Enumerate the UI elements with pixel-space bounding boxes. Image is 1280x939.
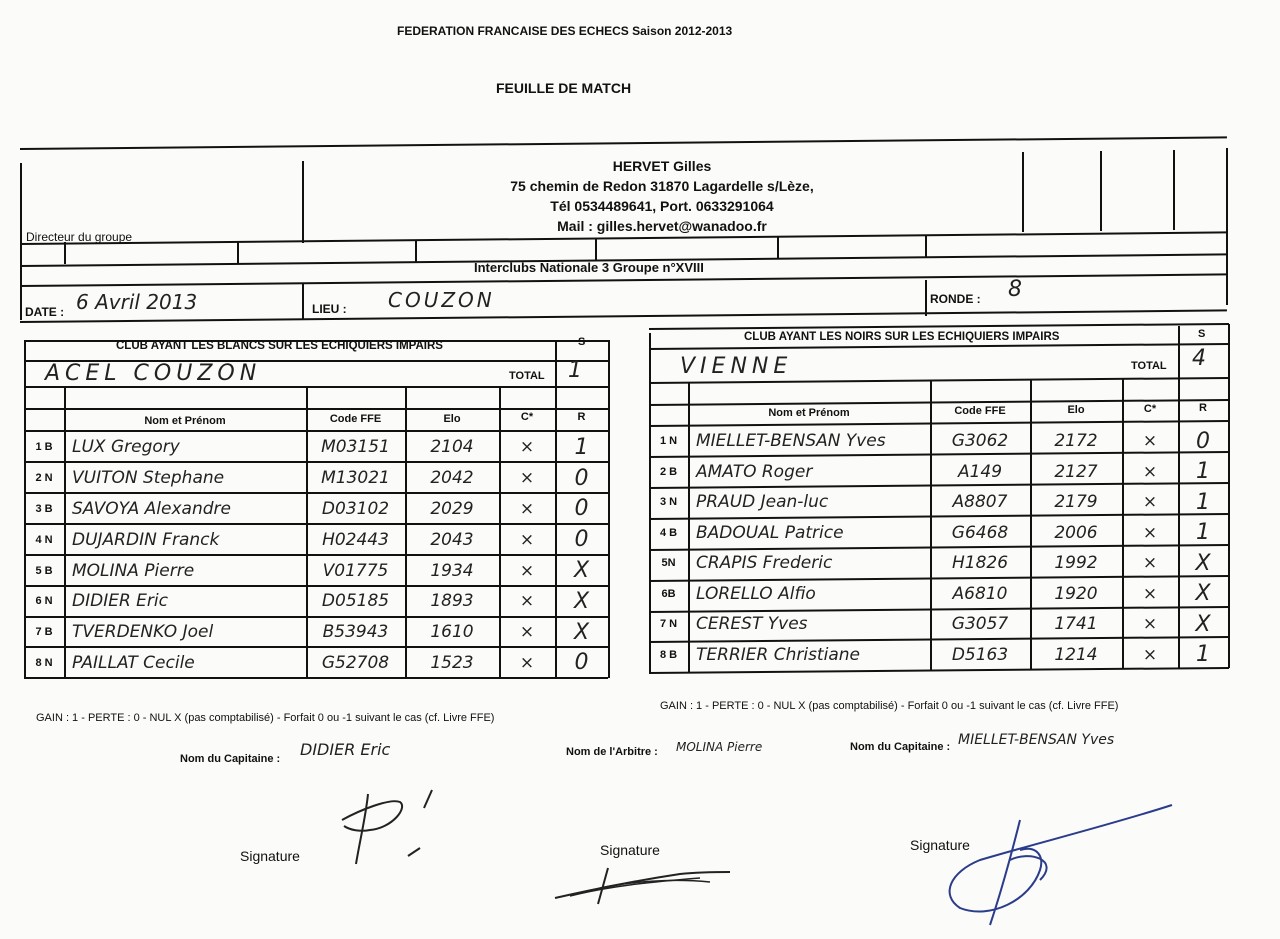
c-mark: ×	[519, 591, 535, 612]
arbiter-label: Nom de l'Arbitre :	[566, 746, 658, 758]
left-heading: CLUB AYANT LES BLANCS SUR LES ECHIQUIERS IMPAIRS	[116, 340, 443, 352]
ronde-value: 8	[1008, 277, 1022, 302]
result: 0	[574, 650, 589, 676]
c-mark: ×	[1142, 461, 1158, 482]
right-total-label: TOTAL	[1131, 360, 1167, 372]
right-col-elo: Elo	[1067, 404, 1085, 416]
ffe-code: M13021	[321, 468, 390, 489]
lieu-label: LIEU :	[312, 302, 347, 316]
player-name: CEREST Yves	[696, 614, 808, 635]
result: X	[1195, 611, 1211, 637]
left-col-elo: Elo	[443, 413, 461, 425]
date-label: DATE :	[25, 305, 65, 319]
c-mark: ×	[1142, 614, 1158, 635]
result: X	[573, 588, 590, 614]
c-mark: ×	[519, 498, 535, 519]
elo-rating: 2172	[1054, 431, 1098, 452]
c-mark: ×	[1142, 583, 1158, 604]
result: 1	[574, 434, 589, 460]
board-number: 4 N	[35, 533, 53, 546]
c-mark: ×	[519, 560, 535, 581]
left-col-name: Nom et Prénom	[144, 415, 226, 427]
right-col-name: Nom et Prénom	[768, 407, 850, 419]
board-number: 7 B	[35, 626, 53, 639]
elo-rating: 1610	[430, 622, 474, 643]
ffe-code: D05185	[321, 591, 390, 612]
board-number: 3 B	[35, 502, 53, 515]
c-mark: ×	[1142, 522, 1158, 543]
result: X	[573, 619, 590, 645]
board-number: 8 B	[659, 648, 678, 661]
c-mark: ×	[1142, 644, 1158, 665]
elo-rating: 2042	[430, 468, 474, 489]
left-club-name: ACEL COUZON	[45, 361, 262, 386]
right-club-name: VIENNE	[680, 354, 793, 379]
elo-rating: 2179	[1054, 492, 1098, 513]
left-col-c: C*	[520, 411, 534, 423]
elo-rating: 2029	[430, 498, 474, 519]
player-name: MIELLET-BENSAN Yves	[696, 431, 886, 452]
result: X	[1195, 581, 1211, 607]
player-name: DIDIER Eric	[72, 591, 168, 612]
page-title: FEUILLE DE MATCH	[496, 80, 632, 96]
board-number: 3 N	[659, 496, 678, 509]
signature-arbiter-label: Signature	[600, 842, 660, 858]
elo-rating: 1214	[1054, 644, 1098, 665]
ffe-code: A149	[957, 461, 1003, 482]
gain-legend-left: GAIN : 1 - PERTE : 0 - NUL X (pas comptabilisé) - Forfait 0 ou -1 suivant le cas (cf. Livre FFE)	[36, 712, 495, 724]
result: 0	[574, 465, 589, 491]
ffe-code: G6468	[951, 522, 1009, 543]
ffe-code: V01775	[322, 560, 389, 581]
arbiter-name: MOLINA Pierre	[676, 740, 763, 754]
signature-arbiter-icon	[550, 860, 740, 910]
result: 1	[1196, 520, 1210, 546]
player-name: DUJARDIN Franck	[72, 529, 220, 550]
captain-right-name: MIELLET-BENSAN Yves	[958, 732, 1115, 748]
ffe-code: G3062	[951, 431, 1009, 452]
board-number: 5N	[661, 557, 676, 570]
ffe-code: H02443	[322, 529, 389, 550]
player-name: PRAUD Jean-luc	[696, 492, 829, 513]
director-address: 75 chemin de Redon 31870 Lagardelle s/Lèze,	[510, 178, 814, 194]
ffe-code: G52708	[321, 652, 390, 673]
left-col-r: R	[577, 411, 586, 423]
right-total: 4	[1192, 346, 1206, 371]
signature-right-icon	[940, 800, 1180, 930]
result: X	[1195, 550, 1211, 576]
result: 0	[1196, 428, 1210, 454]
elo-rating: 2006	[1054, 522, 1098, 543]
director-label: Directeur du groupe	[26, 230, 133, 244]
result: 0	[574, 496, 589, 522]
ffe-code: G3057	[951, 614, 1009, 635]
ffe-code: B53943	[322, 622, 389, 643]
ffe-code: D5163	[951, 644, 1009, 665]
result: X	[573, 558, 590, 584]
elo-rating: 2104	[430, 437, 474, 458]
player-name: VUITON Stephane	[72, 468, 225, 489]
c-mark: ×	[519, 529, 535, 550]
elo-rating: 2127	[1054, 461, 1098, 482]
elo-rating: 1893	[430, 591, 474, 612]
signature-left-icon	[320, 780, 450, 870]
board-number: 6 N	[35, 595, 53, 608]
player-name: LUX Gregory	[72, 437, 180, 458]
elo-rating: 1992	[1054, 553, 1098, 574]
captain-right-label: Nom du Capitaine :	[850, 741, 951, 753]
director-name: HERVET Gilles	[612, 158, 712, 174]
result: 1	[1196, 489, 1210, 515]
player-name: PAILLAT Cecile	[72, 652, 195, 673]
federation-title: FEDERATION FRANCAISE DES ECHECS Saison 2012-2013	[397, 24, 733, 38]
left-col-code: Code FFE	[329, 413, 382, 425]
board-number: 8 N	[35, 656, 53, 669]
signature-left-label: Signature	[240, 848, 300, 864]
signature-right-label: Signature	[910, 837, 970, 853]
right-col-code: Code FFE	[954, 405, 1006, 417]
board-number: 2 B	[659, 465, 678, 478]
board-number: 2 N	[35, 472, 53, 485]
director-mail: Mail : gilles.hervet@wanadoo.fr	[557, 218, 767, 234]
c-mark: ×	[1142, 492, 1158, 513]
player-name: MOLINA Pierre	[72, 560, 195, 581]
date-value: 6 Avril 2013	[76, 290, 198, 314]
competition-title: Interclubs Nationale 3 Groupe n°XVIII	[474, 260, 704, 275]
ffe-code: M03151	[321, 437, 390, 458]
right-s-label: S	[1198, 328, 1206, 340]
player-name: SAVOYA Alexandre	[72, 498, 231, 519]
elo-rating: 2043	[430, 529, 474, 550]
ronde-label: RONDE :	[930, 292, 981, 306]
right-col-r: R	[1199, 402, 1207, 414]
ffe-code: A8807	[952, 492, 1008, 513]
left-s-label: S	[578, 336, 586, 348]
result: 0	[574, 527, 589, 553]
elo-rating: 1741	[1054, 614, 1098, 635]
ffe-code: H1826	[951, 553, 1009, 574]
right-col-c: C*	[1143, 403, 1157, 415]
board-number: 5 B	[35, 564, 53, 577]
gain-legend-right: GAIN : 1 - PERTE : 0 - NUL X (pas comptabilisé) - Forfait 0 ou -1 suivant le cas (cf. Livre FFE)	[660, 700, 1119, 712]
c-mark: ×	[519, 468, 535, 489]
player-name: AMATO Roger	[696, 461, 813, 482]
c-mark: ×	[519, 437, 535, 458]
player-name: TVERDENKO Joel	[72, 622, 214, 643]
left-total: 1	[568, 358, 582, 383]
player-name: CRAPIS Frederic	[696, 553, 833, 574]
c-mark: ×	[519, 652, 535, 673]
player-name: TERRIER Christiane	[696, 644, 860, 665]
elo-rating: 1523	[430, 652, 474, 673]
player-name: LORELLO Alfio	[696, 583, 816, 604]
c-mark: ×	[1142, 431, 1158, 452]
c-mark: ×	[519, 622, 535, 643]
elo-rating: 1934	[430, 560, 474, 581]
lieu-value: COUZON	[388, 288, 495, 312]
player-name: BADOUAL Patrice	[696, 522, 844, 543]
board-number: 1 B	[35, 441, 53, 454]
result: 1	[1196, 459, 1210, 485]
result: 1	[1196, 642, 1210, 668]
ffe-code: A6810	[952, 583, 1008, 604]
elo-rating: 1920	[1054, 583, 1098, 604]
left-total-label: TOTAL	[509, 370, 545, 382]
captain-left-label: Nom du Capitaine :	[180, 753, 281, 765]
board-number: 1 N	[659, 435, 678, 448]
c-mark: ×	[1142, 553, 1158, 574]
board-number: 6B	[661, 587, 676, 600]
board-number: 7 N	[659, 618, 678, 631]
captain-left-name: DIDIER Eric	[300, 740, 391, 759]
right-heading: CLUB AYANT LES NOIRS SUR LES ECHIQUIERS IMPAIRS	[744, 331, 1060, 343]
board-number: 4 B	[659, 526, 678, 539]
ffe-code: D03102	[321, 498, 390, 519]
director-phone: Tél 0534489641, Port. 0633291064	[550, 198, 774, 214]
